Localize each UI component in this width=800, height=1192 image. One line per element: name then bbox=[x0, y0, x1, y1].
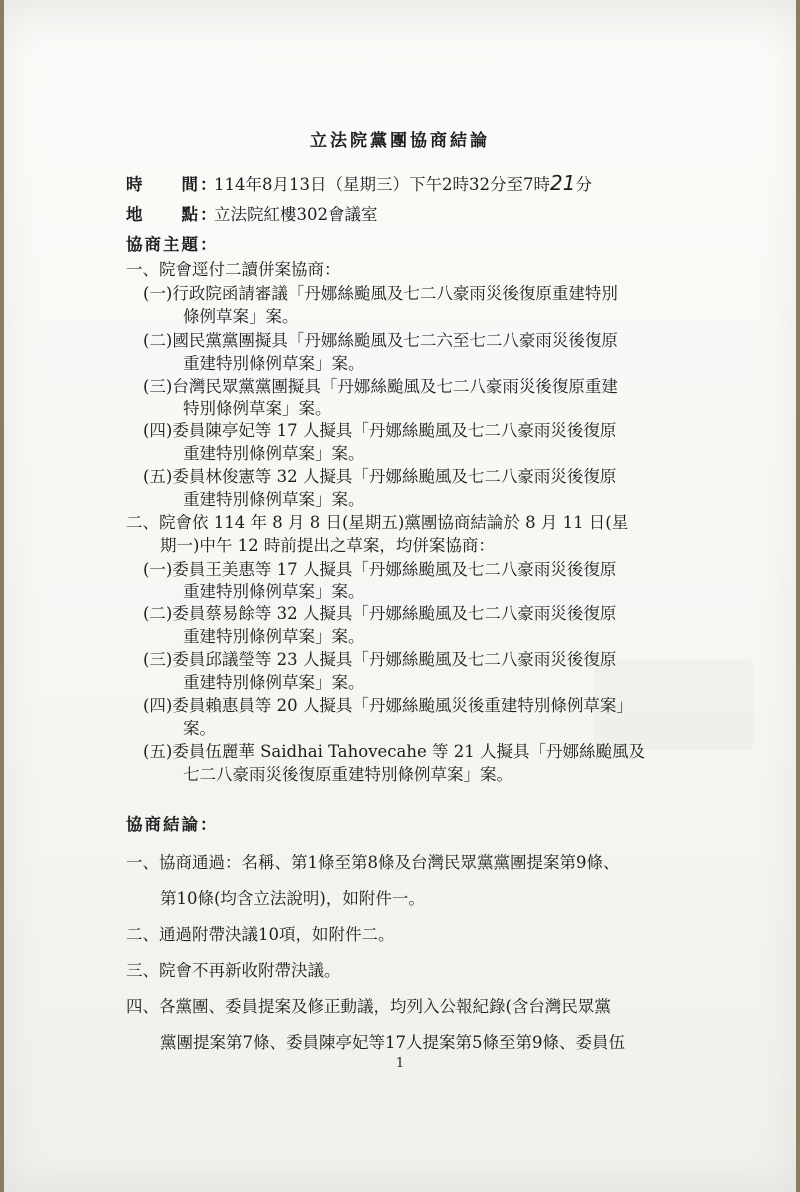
section2-item-5-line2: 七二八豪雨災後復原重建特別條例草案」案。 bbox=[183, 765, 513, 784]
section2-item-2-line1: (二)委員蔡易餘等 32 人擬具「丹娜絲颱風及七二八豪雨災後復原 bbox=[143, 604, 617, 623]
section1-item-1-line2: 條例草案」案。 bbox=[183, 307, 299, 326]
section2-item-5-line1: (五)委員伍麗華 Saidhai Tahovecahe 等 21 人擬具「丹娜絲颱風及 bbox=[143, 742, 645, 761]
conclusion-1-line2: 第10條(均含立法說明)，如附件一。 bbox=[160, 889, 425, 908]
section1-item-1-line1: (一)行政院函請審議「丹娜絲颱風及七二八豪雨災後復原重建特別 bbox=[143, 284, 618, 303]
conclusion-4-line1: 四、各黨團、委員提案及修正動議，均列入公報紀錄(含台灣民眾黨 bbox=[126, 997, 611, 1016]
section1-item-5-line2: 重建特別條例草案」案。 bbox=[183, 490, 365, 509]
section1-item-3-line2: 特別條例草案」案。 bbox=[183, 399, 332, 418]
time-value: 114年8月13日（星期三）下午2時32分至7時 bbox=[214, 175, 550, 194]
section2-item-1-line2: 重建特別條例草案」案。 bbox=[183, 582, 365, 601]
section2-item-4-line1: (四)委員賴惠員等 20 人擬具「丹娜絲颱風災後重建特別條例草案」 bbox=[143, 696, 633, 715]
conclusion-2: 二、通過附帶決議10項，如附件二。 bbox=[126, 925, 395, 944]
conclusion-4-line2: 黨團提案第7條、委員陳亭妃等17人提案第5條至第9條、委員伍 bbox=[160, 1033, 625, 1052]
page-number: 1 bbox=[395, 1056, 405, 1071]
section1-item-3-line1: (三)台灣民眾黨黨團擬具「丹娜絲颱風及七二八豪雨災後復原重建 bbox=[143, 377, 618, 396]
section1-item-2-line2: 重建特別條例草案」案。 bbox=[183, 354, 365, 373]
place-label: 地 點： bbox=[126, 205, 219, 224]
page-fold-shadow bbox=[4, 0, 796, 60]
place-value: 立法院紅樓302會議室 bbox=[214, 205, 378, 224]
section2-item-1-line1: (一)委員王美惠等 17 人擬具「丹娜絲颱風及七二八豪雨災後復原 bbox=[143, 560, 617, 579]
section2-heading-line1: 二、院會依 114 年 8 月 8 日(星期五)黨團協商結論於 8 月 11 日(星 bbox=[126, 513, 629, 532]
section1-heading: 一、院會逕付二讀併案協商： bbox=[126, 260, 341, 279]
document-title: 立法院黨團協商結論 bbox=[310, 131, 490, 151]
time-line bbox=[126, 172, 592, 196]
section1-item-2-line1: (二)國民黨黨團擬具「丹娜絲颱風及七二六至七二八豪雨災後復原 bbox=[143, 331, 618, 350]
section2-item-2-line2: 重建特別條例草案」案。 bbox=[183, 627, 365, 646]
section1-item-4-line2: 重建特別條例草案」案。 bbox=[183, 444, 365, 463]
section2-item-3-line2: 重建特別條例草案」案。 bbox=[183, 673, 365, 692]
time-label: 時 間： bbox=[126, 175, 219, 194]
conclusion-3: 三、院會不再新收附帶決議。 bbox=[126, 961, 341, 980]
time-end-handwritten: 21 bbox=[549, 171, 576, 195]
section2-heading-line2: 期一)中午 12 時前提出之草案，均併案協商： bbox=[160, 536, 495, 555]
section2-item-3-line1: (三)委員邱議瑩等 23 人擬具「丹娜絲颱風及七二八豪雨災後復原 bbox=[143, 650, 617, 669]
conclusion-1-line1: 一、協商通過：名稱、第1條至第8條及台灣民眾黨黨團提案第9條、 bbox=[126, 853, 620, 872]
topics-heading: 協商主題： bbox=[126, 235, 219, 254]
place-line bbox=[126, 204, 378, 226]
section1-item-4-line1: (四)委員陳亭妃等 17 人擬具「丹娜絲颱風及七二八豪雨災後復原 bbox=[143, 421, 617, 440]
conclusion-heading: 協商結論： bbox=[126, 815, 219, 834]
section1-item-5-line1: (五)委員林俊憲等 32 人擬具「丹娜絲颱風及七二八豪雨災後復原 bbox=[143, 467, 617, 486]
section2-item-4-line2: 案。 bbox=[183, 719, 216, 738]
time-unit: 分 bbox=[575, 175, 592, 194]
